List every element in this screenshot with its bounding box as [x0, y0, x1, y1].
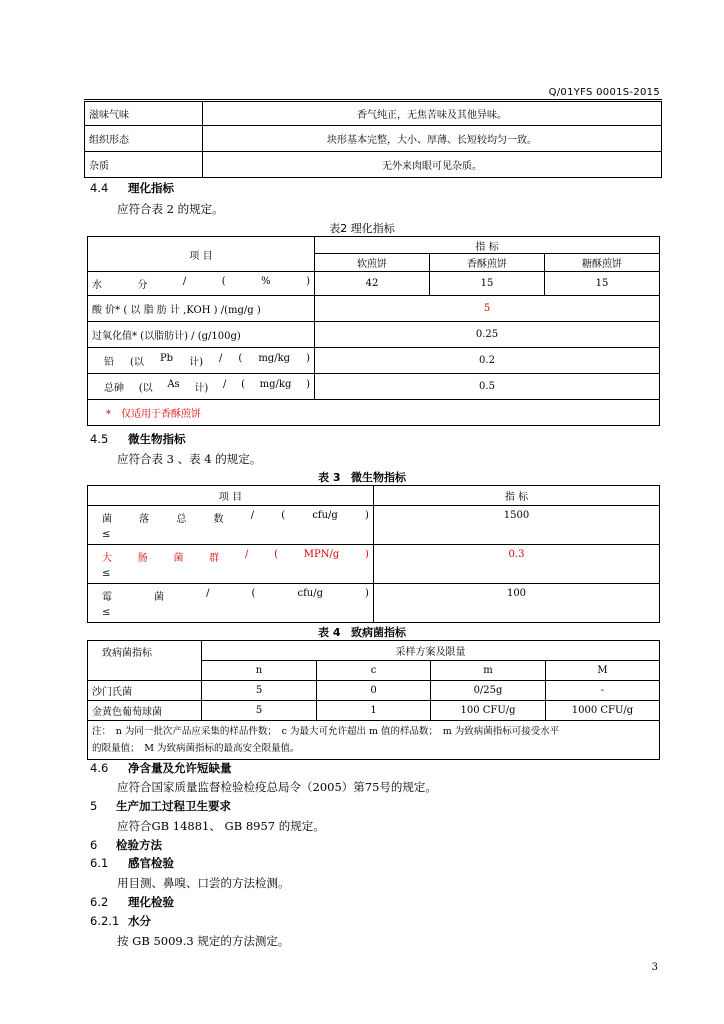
column-header-item: 项 目: [88, 486, 374, 506]
row-label: 酸 价* ( 以 脂 肪 计 ,KOH ) /(mg/g ): [88, 296, 315, 322]
table-cell: 0: [317, 681, 431, 701]
section-number: 6.1: [90, 856, 109, 870]
label-part: (: [241, 379, 245, 390]
column-header: 糖酥煎饼: [545, 254, 660, 272]
row-label: [88, 374, 315, 400]
table-row: [88, 296, 660, 322]
label-part: 计): [189, 357, 203, 368]
table-cell: 组织形态: [85, 126, 203, 152]
label-part: ): [365, 510, 369, 521]
label-part: 霉: [102, 592, 112, 603]
table-row: [88, 348, 660, 374]
note-line: 的限量值； M 为致病菌指标的最高安全限量值。: [92, 743, 300, 754]
label-part: 菌: [102, 514, 112, 525]
label-part: (: [251, 588, 256, 599]
table-header-row: [88, 641, 660, 661]
section-text: 应符合表 3 、表 4 的规定。: [117, 452, 262, 466]
table-row: [85, 102, 662, 126]
label-part: %: [261, 276, 271, 287]
table-cell: 块形基本完整，大小、厚薄、长短较均匀一致。: [203, 126, 662, 152]
section-number: 4.5: [90, 432, 109, 446]
label-part: 大: [102, 553, 112, 564]
column-header-item: 致病菌指标: [88, 641, 202, 681]
label-part: (: [281, 510, 286, 521]
column-header-plan: 采样方案及限量: [202, 641, 660, 661]
label-part: /: [222, 379, 227, 390]
row-label: [88, 545, 374, 584]
table-cell: 1: [317, 701, 431, 721]
label-part: 肠: [137, 553, 148, 564]
table-note-row: [88, 400, 660, 426]
table-cell: 100: [374, 584, 660, 623]
label-part: ): [306, 379, 310, 390]
table-cell: 42: [315, 272, 430, 296]
column-header: M: [546, 661, 660, 681]
column-header: 香酥煎饼: [430, 254, 545, 272]
label-part: (以: [138, 383, 153, 394]
standard-code: Q/01YFS 0001S-2015: [548, 87, 660, 98]
row-label: 金黄色葡萄球菌: [88, 701, 202, 721]
physchem-table: [87, 236, 660, 426]
table-note: [88, 721, 660, 760]
section-title: 感官检验: [128, 856, 174, 870]
pathogen-table: [87, 640, 660, 760]
section-title: 微生物指标: [128, 432, 186, 446]
row-label: [88, 506, 374, 545]
table-cell: 5: [202, 701, 317, 721]
section-title: 理化检验: [128, 895, 174, 909]
label-part: ): [365, 588, 369, 599]
table-note-row: [88, 721, 660, 760]
table-cell: 0/25g: [431, 681, 546, 701]
label-part: 总砷: [104, 383, 124, 394]
table-row: [88, 272, 660, 296]
section-number: 4.6: [90, 761, 109, 775]
le-symbol: ≤: [102, 607, 111, 618]
table-cell: 无外来肉眼可见杂质。: [203, 152, 662, 178]
table-cell: 5: [202, 681, 317, 701]
table-row: [88, 681, 660, 701]
section-number: 6: [90, 838, 98, 852]
table-row: [85, 126, 662, 152]
row-label: 过氧化值* (以脂肪计) / (g/100g): [88, 322, 315, 348]
section-heading-6-2: [90, 894, 174, 910]
table-cell: 0.2: [315, 348, 660, 374]
section-text: 按 GB 5009.3 规定的方法测定。: [117, 934, 290, 948]
sensory-table-tail: [84, 101, 662, 178]
micro-table: [87, 485, 660, 623]
section-heading-5: [90, 798, 231, 814]
table-cell: 0.5: [315, 374, 660, 400]
table-cell: 杂质: [85, 152, 203, 178]
table-cell: 5: [315, 296, 660, 322]
label-part: 数: [213, 514, 224, 525]
table4-caption: [0, 624, 724, 640]
table-cell: 15: [430, 272, 545, 296]
table-cell: 1000 CFU/g: [546, 701, 660, 721]
le-symbol: ≤: [102, 529, 111, 540]
label-part: 水: [92, 280, 102, 291]
le-symbol: ≤: [102, 568, 111, 579]
section-title: 净含量及允许短缺量: [128, 761, 232, 775]
label-part: /: [182, 276, 187, 287]
label-part: ): [306, 353, 310, 364]
section-title: 生产加工过程卫生要求: [116, 799, 231, 813]
table-row: [88, 545, 660, 584]
label-part: /: [219, 353, 223, 364]
table-cell: 0.3: [374, 545, 660, 584]
page-number: 3: [651, 962, 658, 973]
column-header-item: 项 目: [88, 237, 315, 272]
section-heading-4-5: [90, 431, 186, 447]
caption-number: 表 3: [318, 471, 341, 484]
table-cell: 滋味气味: [85, 102, 203, 126]
label-part: Pb: [159, 353, 174, 364]
section-text: 应符合表 2 的规定。: [117, 202, 224, 216]
label-part: /: [245, 549, 249, 560]
table-row: [85, 152, 662, 178]
label-part: 菌: [173, 553, 184, 564]
section-number: 6.2: [90, 895, 109, 909]
table-header-row: [88, 237, 660, 254]
label-part: 落: [139, 514, 150, 525]
column-header-index: 指 标: [374, 486, 660, 506]
label-part: mg/kg: [258, 353, 291, 364]
table-note: * 仅适用于香酥煎饼: [88, 400, 660, 426]
table-header-row: [88, 486, 660, 506]
label-part: ): [306, 276, 310, 287]
label-part: cfu/g: [312, 510, 338, 521]
section-heading-4-4: [90, 180, 174, 196]
note-line: 注： n 为同一批次产品应采集的样品件数； c 为最大可允许超出 m 值的样品数； m 为致病菌指标可接受水平: [92, 726, 560, 737]
table-row: [88, 506, 660, 545]
section-title: 检验方法: [116, 838, 162, 852]
label-part: 总: [176, 514, 187, 525]
label-part: As: [167, 379, 180, 390]
table-cell: 1500: [374, 506, 660, 545]
label-part: MPN/g: [303, 549, 340, 560]
caption-number: 表 4: [318, 626, 341, 639]
column-header: c: [317, 661, 431, 681]
label-part: 铅: [104, 357, 114, 368]
table-cell: -: [546, 681, 660, 701]
label-part: mg/kg: [259, 379, 292, 390]
label-part: (以: [130, 357, 144, 368]
table-cell: 香气纯正，无焦苦味及其他异味。: [203, 102, 662, 126]
section-heading-6-2-1: [90, 913, 151, 929]
table-cell: 100 CFU/g: [431, 701, 546, 721]
label-part: 计): [194, 383, 209, 394]
column-header: n: [202, 661, 317, 681]
section-number: 6.2.1: [90, 914, 120, 928]
caption-title: 微生物指标: [350, 471, 406, 484]
column-header: 软煎饼: [315, 254, 430, 272]
row-label: 沙门氏菌: [88, 681, 202, 701]
table-row: [88, 701, 660, 721]
section-title: 理化指标: [128, 181, 174, 195]
label-part: (: [221, 276, 226, 287]
table-cell: 0.25: [315, 322, 660, 348]
row-label: [88, 348, 315, 374]
section-text: 用目测、鼻嗅、口尝的方法检测。: [117, 876, 290, 890]
label-part: /: [206, 588, 210, 599]
section-text: 应符合GB 14881、 GB 8957 的规定。: [117, 819, 325, 833]
table2-caption: 表2 理化指标: [329, 222, 395, 235]
section-number: 5: [90, 799, 98, 813]
column-header: m: [431, 661, 546, 681]
table-cell: 15: [545, 272, 660, 296]
header-rule: [84, 99, 662, 100]
label-part: 群: [209, 553, 220, 564]
label-part: 分: [137, 280, 148, 291]
label-part: ): [365, 549, 369, 560]
section-text: 应符合国家质量监督检验检疫总局令（2005）第75号的规定。: [117, 780, 437, 794]
row-label: [88, 584, 374, 623]
label-part: (: [274, 549, 279, 560]
label-part: (: [238, 353, 243, 364]
section-heading-6-1: [90, 855, 174, 871]
column-header-index: 指 标: [315, 237, 660, 254]
table-row: [88, 584, 660, 623]
table-row: [88, 374, 660, 400]
section-heading-6: [90, 837, 162, 853]
label-part: cfu/g: [297, 588, 323, 599]
table3-caption: [0, 469, 724, 485]
label-part: /: [250, 510, 255, 521]
section-heading-4-6: [90, 760, 232, 776]
table-row: [88, 322, 660, 348]
caption-title: 致病菌指标: [350, 626, 406, 639]
label-part: 菌: [154, 592, 165, 603]
section-number: 4.4: [90, 181, 109, 195]
row-label: [88, 272, 315, 296]
section-title: 水分: [128, 914, 151, 928]
